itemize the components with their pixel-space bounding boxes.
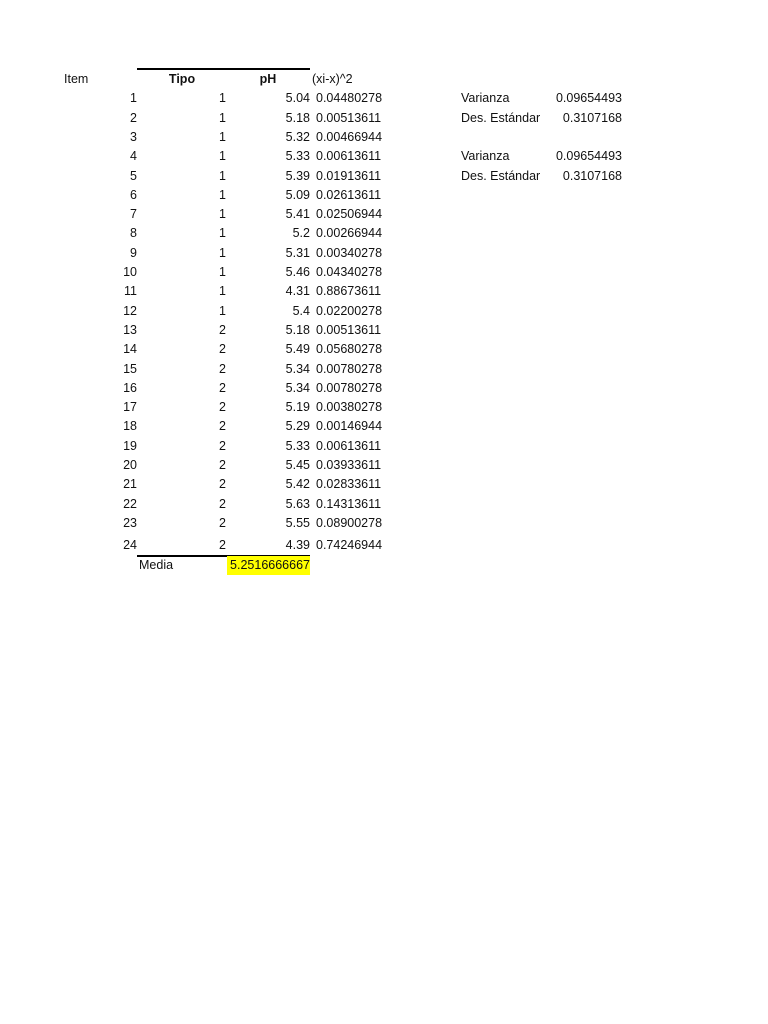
table-top-border [137, 68, 310, 70]
cell-ph[interactable]: 5.18 [285, 110, 310, 125]
cell-tipo[interactable]: 1 [219, 207, 226, 222]
cell-tipo[interactable]: 1 [219, 245, 226, 260]
cell-item[interactable]: 20 [123, 458, 137, 472]
std-dev-value[interactable]: 0.3107168 [562, 168, 622, 183]
cell-squared-deviation[interactable]: 0.02200278 [316, 303, 383, 318]
cell-ph[interactable]: 5.09 [285, 187, 310, 202]
cell-ph[interactable]: 5.42 [285, 477, 310, 492]
std-dev-value[interactable]: 0.3107168 [562, 110, 622, 125]
cell-ph[interactable]: 5.29 [285, 419, 310, 434]
cell-squared-deviation[interactable]: 0.00780278 [316, 380, 383, 395]
cell-ph[interactable]: 5.45 [285, 458, 310, 472]
cell-item[interactable]: 17 [123, 400, 137, 415]
variance-label[interactable]: Varianza [461, 149, 510, 164]
cell-item[interactable]: 9 [130, 245, 137, 260]
variance-value[interactable]: 0.09654493 [555, 91, 622, 106]
cell-tipo[interactable]: 2 [219, 515, 226, 530]
cell-squared-deviation[interactable]: 0.74246944 [316, 537, 383, 552]
header-tipo[interactable]: Tipo [168, 72, 196, 86]
cell-ph[interactable]: 5.39 [285, 168, 310, 183]
cell-tipo[interactable]: 2 [219, 342, 226, 357]
cell-item[interactable]: 15 [123, 361, 137, 376]
media-value-highlighted[interactable]: 5.2516666667 [227, 556, 310, 575]
cell-item[interactable]: 6 [130, 187, 137, 202]
cell-tipo[interactable]: 1 [219, 187, 226, 202]
cell-tipo[interactable]: 1 [219, 265, 226, 279]
cell-ph[interactable]: 5.34 [285, 361, 310, 376]
cell-squared-deviation[interactable]: 0.00613611 [316, 438, 382, 453]
cell-ph[interactable]: 5.4 [292, 303, 310, 318]
cell-ph[interactable]: 5.49 [285, 342, 310, 357]
cell-tipo[interactable]: 1 [219, 110, 226, 125]
cell-squared-deviation[interactable]: 0.00466944 [316, 129, 383, 144]
cell-ph[interactable]: 4.31 [285, 284, 310, 299]
cell-ph[interactable]: 5.31 [285, 245, 310, 260]
cell-item[interactable]: 12 [123, 303, 137, 318]
header-squared-deviation[interactable]: (xi-x)^2 [312, 72, 353, 86]
cell-tipo[interactable]: 1 [219, 284, 226, 299]
header-ph[interactable]: pH [259, 72, 277, 86]
cell-tipo[interactable]: 2 [219, 400, 226, 415]
cell-squared-deviation[interactable]: 0.00340278 [316, 245, 383, 260]
cell-squared-deviation[interactable]: 0.00513611 [316, 110, 382, 125]
cell-ph[interactable]: 5.46 [285, 265, 310, 279]
cell-item[interactable]: 16 [123, 380, 137, 395]
cell-item[interactable]: 8 [130, 226, 137, 241]
cell-ph[interactable]: 5.55 [285, 515, 310, 530]
cell-tipo[interactable]: 1 [219, 303, 226, 318]
header-item[interactable]: Item [64, 72, 89, 86]
cell-tipo[interactable]: 2 [219, 380, 226, 395]
cell-item[interactable]: 21 [123, 477, 137, 492]
cell-item[interactable]: 13 [123, 322, 137, 337]
cell-tipo[interactable]: 2 [219, 361, 226, 376]
cell-squared-deviation[interactable]: 0.00780278 [316, 361, 383, 376]
cell-ph[interactable]: 4.39 [285, 537, 310, 552]
cell-squared-deviation[interactable]: 0.02613611 [316, 187, 382, 202]
cell-squared-deviation[interactable]: 0.03933611 [316, 458, 382, 472]
cell-squared-deviation[interactable]: 0.05680278 [316, 342, 383, 357]
std-dev-label[interactable]: Des. Estándar [461, 168, 541, 183]
cell-ph[interactable]: 5.33 [285, 438, 310, 453]
variance-value[interactable]: 0.09654493 [555, 149, 622, 164]
cell-tipo[interactable]: 1 [219, 149, 226, 164]
cell-item[interactable]: 11 [124, 284, 137, 299]
cell-item[interactable]: 10 [123, 265, 137, 279]
cell-squared-deviation[interactable]: 0.00266944 [316, 226, 383, 241]
cell-squared-deviation[interactable]: 0.00613611 [316, 149, 382, 164]
cell-ph[interactable]: 5.2 [292, 226, 310, 241]
cell-tipo[interactable]: 2 [219, 477, 226, 492]
cell-tipo[interactable]: 2 [219, 322, 226, 337]
cell-tipo[interactable]: 2 [219, 438, 226, 453]
cell-item[interactable]: 14 [123, 342, 137, 357]
cell-item[interactable]: 7 [130, 207, 137, 222]
cell-item[interactable]: 22 [123, 496, 137, 511]
cell-ph[interactable]: 5.19 [285, 400, 310, 415]
cell-tipo[interactable]: 2 [219, 458, 226, 472]
cell-ph[interactable]: 5.18 [285, 322, 310, 337]
cell-item[interactable]: 24 [123, 537, 137, 552]
cell-squared-deviation[interactable]: 0.04340278 [316, 265, 383, 279]
cell-ph[interactable]: 5.33 [285, 149, 310, 164]
cell-squared-deviation[interactable]: 0.14313611 [316, 496, 382, 511]
cell-item[interactable]: 5 [130, 168, 137, 183]
cell-ph[interactable]: 5.04 [285, 91, 310, 106]
media-label[interactable]: Media [139, 558, 174, 572]
cell-item[interactable]: 1 [130, 91, 137, 106]
cell-item[interactable]: 23 [123, 515, 137, 530]
cell-tipo[interactable]: 2 [219, 419, 226, 434]
cell-tipo[interactable]: 1 [219, 168, 226, 183]
cell-squared-deviation[interactable]: 0.02833611 [316, 477, 382, 492]
cell-squared-deviation[interactable]: 0.88673611 [316, 284, 382, 299]
cell-item[interactable]: 3 [130, 129, 137, 144]
cell-ph[interactable]: 5.63 [285, 496, 310, 511]
cell-tipo[interactable]: 2 [219, 537, 226, 552]
cell-squared-deviation[interactable]: 0.01913611 [316, 168, 382, 183]
cell-item[interactable]: 2 [130, 110, 137, 125]
std-dev-label[interactable]: Des. Estándar [461, 110, 541, 125]
cell-tipo[interactable]: 1 [219, 129, 226, 144]
cell-squared-deviation[interactable]: 0.02506944 [316, 207, 383, 222]
cell-ph[interactable]: 5.34 [285, 380, 310, 395]
cell-ph[interactable]: 5.32 [285, 129, 310, 144]
cell-squared-deviation[interactable]: 0.00513611 [316, 322, 382, 337]
cell-item[interactable]: 4 [130, 149, 137, 164]
cell-squared-deviation[interactable]: 0.00146944 [316, 419, 383, 434]
cell-squared-deviation[interactable]: 0.04480278 [316, 91, 383, 106]
cell-item[interactable]: 18 [123, 419, 137, 434]
cell-tipo[interactable]: 1 [219, 226, 226, 241]
variance-label[interactable]: Varianza [461, 91, 510, 106]
cell-tipo[interactable]: 1 [219, 91, 226, 106]
cell-ph[interactable]: 5.41 [285, 207, 310, 222]
cell-squared-deviation[interactable]: 0.08900278 [316, 515, 383, 530]
cell-tipo[interactable]: 2 [219, 496, 226, 511]
cell-item[interactable]: 19 [123, 438, 137, 453]
cell-squared-deviation[interactable]: 0.00380278 [316, 400, 383, 415]
